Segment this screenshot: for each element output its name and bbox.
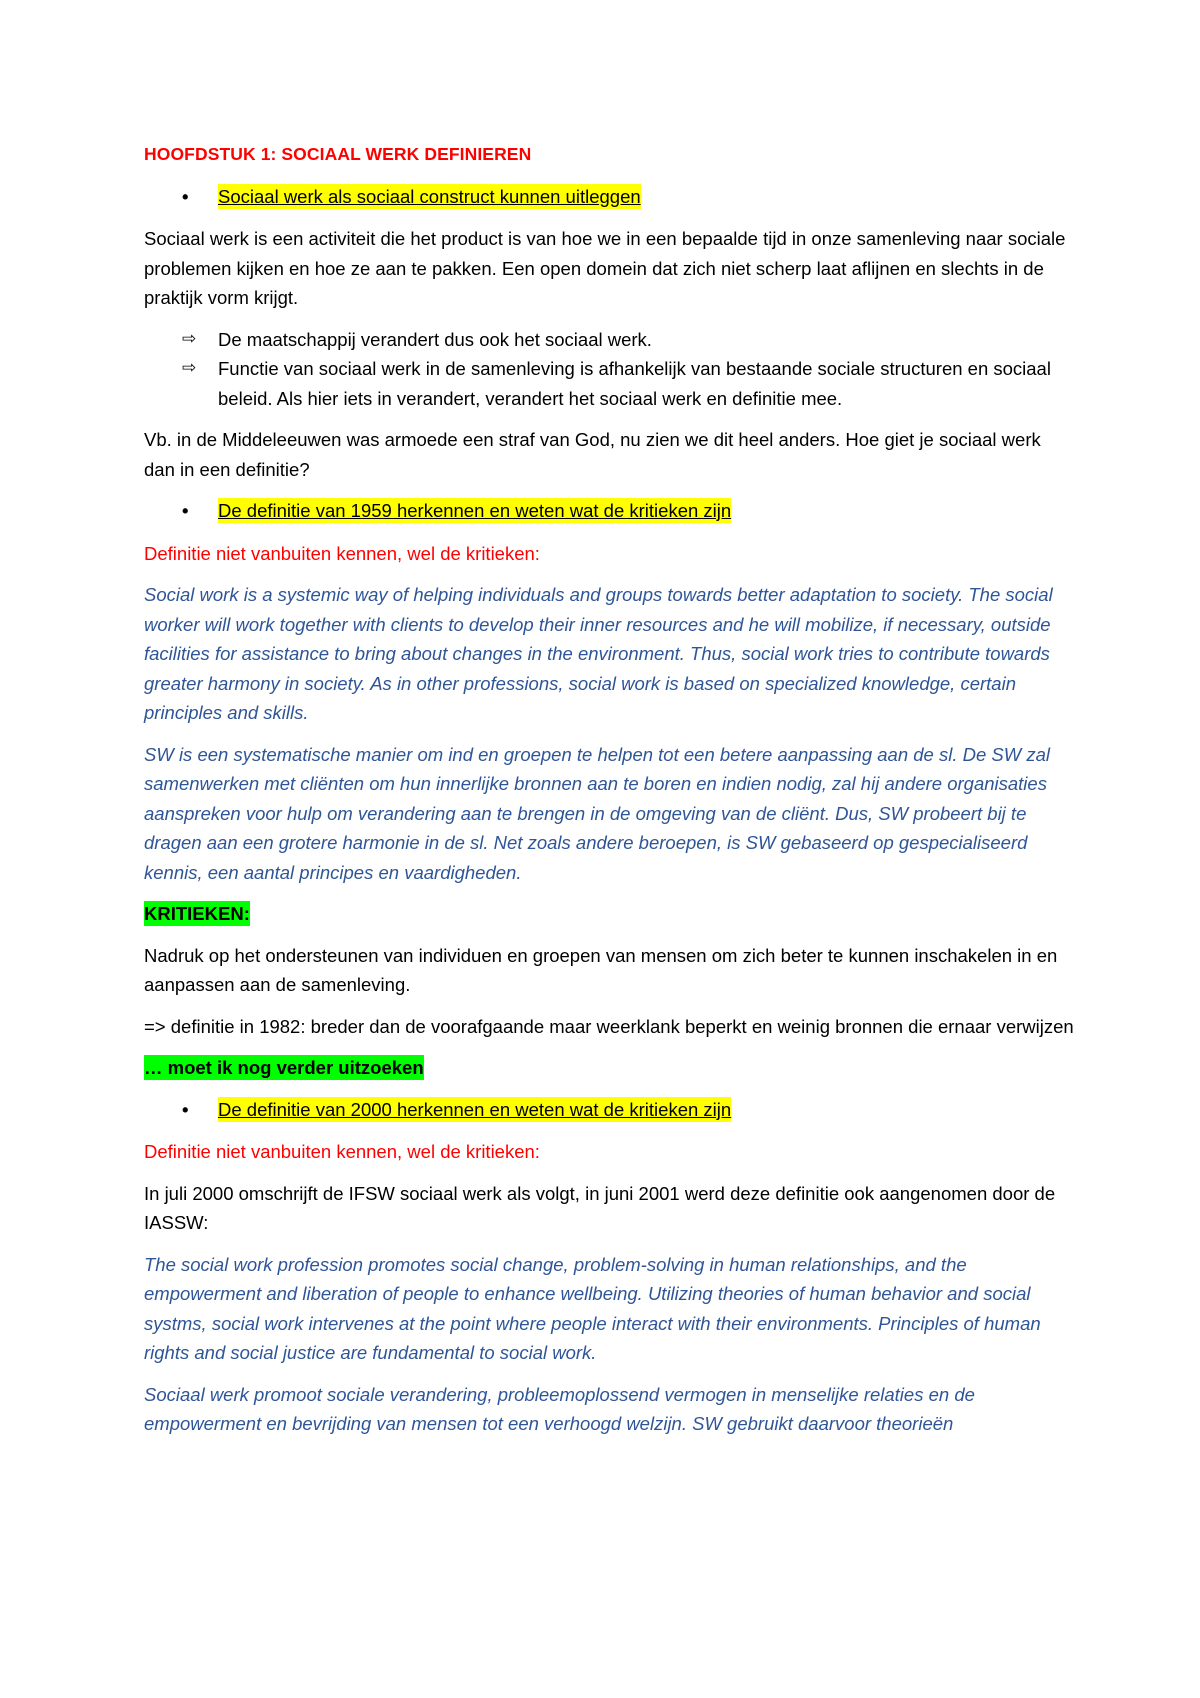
bullet-icon: • <box>182 1098 189 1120</box>
outline-arrow-right-icon: ⇨ <box>182 358 197 378</box>
bullet-icon: • <box>182 185 189 207</box>
paragraph-3: Nadruk op het ondersteunen van individuen en groepen van mensen om zich beter te kunnen inschakelen in en aanpassen aan de samenleving. <box>144 944 1058 995</box>
bullet-text-2: De definitie van 1959 herkennen en weten wat de kritieken zijn <box>218 500 732 521</box>
arrow-item-text-1: De maatschappij verandert dus ook het sociaal werk. <box>218 328 652 350</box>
arrow-list-item <box>144 325 1074 355</box>
paragraph-4: => definitie in 1982: breder dan de voorafgaande maar weerklank beperkt en weinig bronnen die ernaar verwijzen <box>144 1015 1074 1037</box>
paragraph-1: Sociaal werk is een activiteit die het product is van hoe we in een bepaalde tijd in onze samenleving naar sociale problemen kijken en hoe ze aan te pakken. Een open domein dat zich niet scherp laat aflijnen en slechts in de praktijk vorm krijgt. <box>144 228 1066 308</box>
bullet-item-3 <box>144 1095 1074 1125</box>
quote-2000-dutch: Sociaal werk promoot sociale verandering, probleemoplossend vermogen in menselijke relaties en de empowerment en bevrijding van mensen tot een verhoogd welzijn. SW gebruikt daarvoor theorieën <box>144 1383 975 1434</box>
bullet-item-2 <box>144 496 1074 526</box>
red-note-1: Definitie niet vanbuiten kennen, wel de kritieken: <box>144 542 540 564</box>
arrow-list <box>144 325 1074 414</box>
paragraph-5: In juli 2000 omschrijft de IFSW sociaal werk als volgt, in juni 2001 werd deze definitie ook aangenomen door de IASSW: <box>144 1182 1056 1233</box>
document-body <box>144 140 1074 1451</box>
quote-1959-english: Social work is a systemic way of helping individuals and groups towards better adaptation to society. The social worker will work together with clients to develop their inner resources and he will mobilize, if necessary, outside facilities for assistance to bring about changes in the environment. Thus, social work tries to contribute towards greater harmony in society. As in other professions, social work is based on specialized knowledge, certain principles and skills. <box>144 584 1053 723</box>
paragraph-2: Vb. in de Middeleeuwen was armoede een straf van God, nu zien we dit heel anders. Hoe giet je sociaal werk dan in een definitie? <box>144 429 1041 480</box>
bullet-text-3: De definitie van 2000 herkennen en weten wat de kritieken zijn <box>218 1098 732 1120</box>
kritieken-heading-row <box>144 899 1074 929</box>
arrow-item-text-2: Functie van sociaal werk in de samenleving is afhankelijk van bestaande sociale structuren en sociaal beleid. Als hier iets in verandert, verandert het sociaal werk en definitie mee. <box>218 358 1051 409</box>
arrow-list-item <box>144 354 1074 413</box>
bullet-item-1 <box>144 182 1074 212</box>
outline-arrow-right-icon: ⇨ <box>182 328 197 349</box>
green-note-row <box>144 1053 1074 1083</box>
red-note-2: Definitie niet vanbuiten kennen, wel de kritieken: <box>144 1141 540 1162</box>
bullet-icon: • <box>182 500 189 521</box>
quote-2000-english: The social work profession promotes social change, problem-solving in human relationships, and the empowerment and liberation of people to enhance wellbeing. Utilizing theories of human behavior and social systms, social work intervenes at the point where people interact with their environments. Principles of human rights and social justice are fundamental to social work. <box>144 1253 1041 1363</box>
green-note: … moet ik nog verder uitzoeken <box>144 1057 424 1078</box>
kritieken-label: KRITIEKEN: <box>144 903 250 924</box>
chapter-title: HOOFDSTUK 1: SOCIAAL WERK DEFINIEREN <box>144 144 532 164</box>
quote-1959-dutch: SW is een systematische manier om ind en groepen te helpen tot een betere aanpassing aan de sl. De SW zal samenwerken met cliënten om hun innerlijke bronnen aan te boren en indien nodig, zal hij andere organisaties aanspreken voor hulp om verandering aan te brengen in de omgeving van de cliënt. Dus, SW probeert bij te dragen aan een grotere harmonie in de sl. Net zoals andere beroepen, is SW gebaseerd op gespecialiseerd kennis, een aantal principes en vaardigheden. <box>144 743 1050 883</box>
bullet-text-1: Sociaal werk als sociaal construct kunnen uitleggen <box>218 185 641 207</box>
